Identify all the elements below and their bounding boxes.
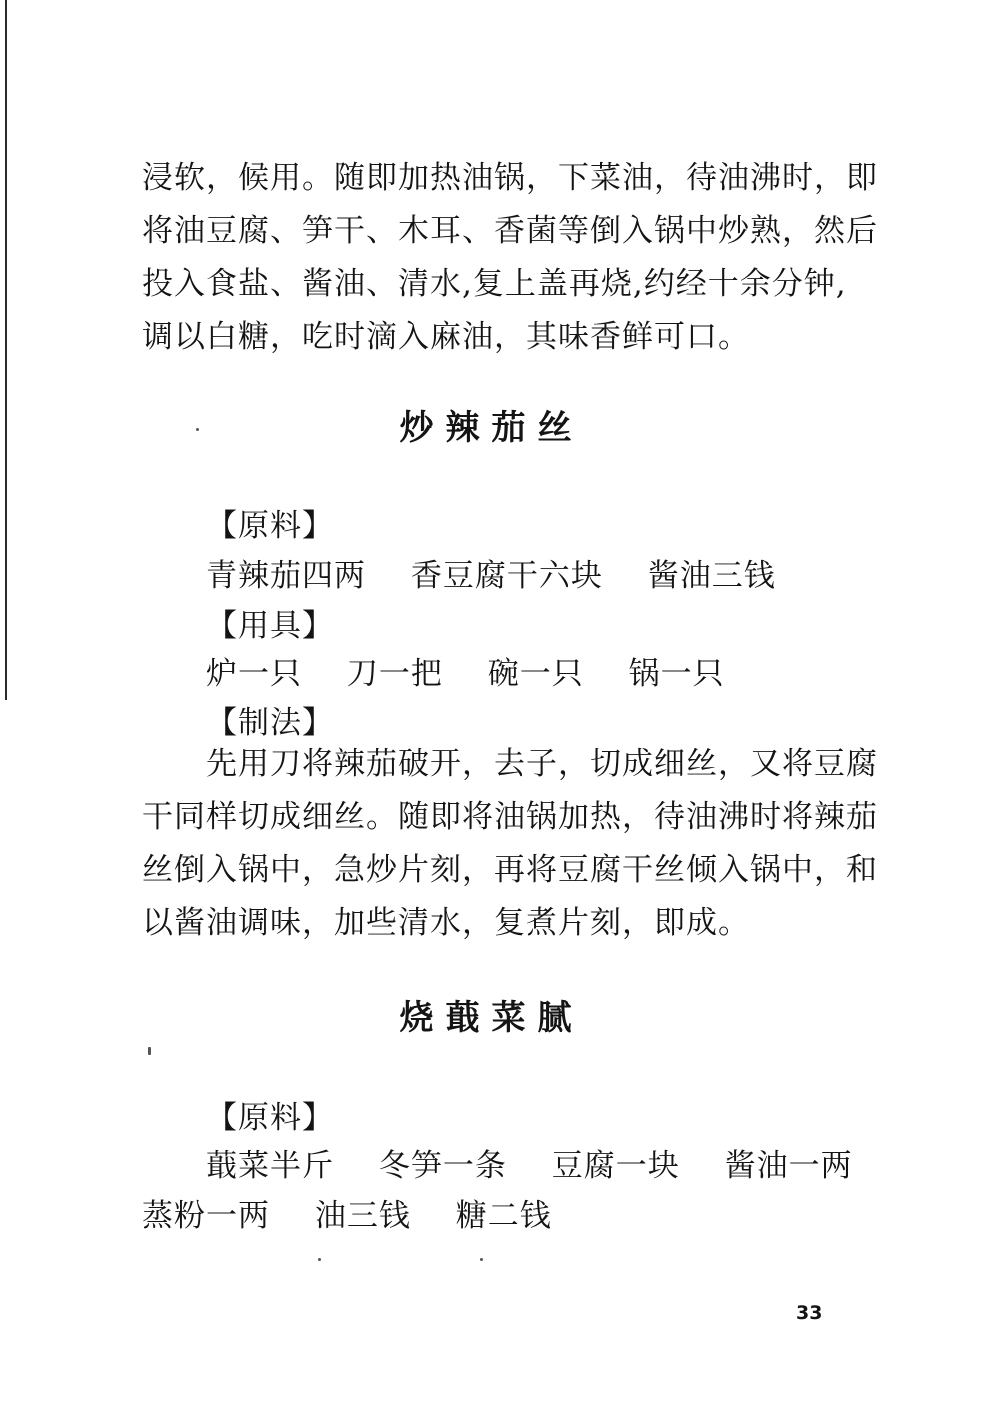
scan-speck — [480, 1258, 483, 1261]
tool-item: 炉一只 — [206, 656, 302, 692]
tool-item: 刀一把 — [346, 656, 443, 692]
ingredient-item: 豆腐一块 — [551, 1148, 680, 1184]
recipe1-method-label: 【制法】 — [206, 705, 334, 741]
recipe1-title: 炒辣茄丝 — [399, 408, 584, 448]
recipe2-ingredients-line1 — [206, 1140, 853, 1185]
intro-line: 投入食盐、酱油、清水,复上盖再烧,约经十余分钟, — [142, 266, 847, 302]
recipe1-method — [142, 738, 882, 950]
ingredient-item: 糖二钱 — [455, 1198, 552, 1234]
page-number: 33 — [796, 1302, 823, 1324]
intro-line: 将油豆腐、笋干、木耳、香菌等倒入锅中炒熟，然后 — [142, 213, 878, 249]
tool-item: 锅一只 — [628, 656, 725, 692]
method-line: 丝倒入锅中，急炒片刻，再将豆腐干丝倾入锅中，和 — [142, 852, 878, 888]
ingredient-item: 冬笋一条 — [378, 1148, 507, 1184]
ingredient-item: 蒸粉一两 — [142, 1198, 270, 1234]
intro-line: 调以白糖，吃时滴入麻油，其味香鲜可口。 — [142, 319, 750, 355]
scan-speck — [318, 1258, 321, 1261]
method-line: 干同样切成细丝。随即将油锅加热，待油沸时将辣茄 — [142, 799, 878, 835]
recipe1-tools-label: 【用具】 — [206, 608, 334, 644]
recipe2-title: 烧蕺菜腻 — [399, 998, 584, 1038]
ingredient-item: 蕺菜半斤 — [206, 1148, 334, 1184]
recipe1-ingredients-label: 【原料】 — [206, 508, 334, 544]
method-line: 以酱油调味，加些清水，复煮片刻，即成。 — [142, 905, 750, 941]
ingredient-item: 青辣茄四两 — [206, 558, 366, 594]
recipe1-tools — [206, 648, 725, 693]
scan-edge-line — [5, 0, 7, 700]
recipe2-ingredients-label: 【原料】 — [206, 1100, 334, 1136]
scan-speck — [148, 1047, 151, 1055]
ingredient-item: 酱油三钱 — [647, 558, 776, 594]
tool-item: 碗一只 — [487, 656, 584, 692]
method-line: 先用刀将辣茄破开，去子，切成细丝，又将豆腐 — [206, 746, 878, 782]
intro-line: 浸软，候用。随即加热油锅，下菜油，待油沸时，即 — [142, 160, 878, 196]
ingredient-item: 香豆腐干六块 — [410, 558, 603, 594]
ingredient-item: 酱油一两 — [724, 1148, 853, 1184]
ingredient-item: 油三钱 — [314, 1198, 411, 1234]
recipe2-ingredients-line2 — [142, 1190, 552, 1235]
intro-paragraph — [142, 152, 882, 364]
recipe1-ingredients — [206, 550, 776, 595]
scan-speck — [196, 428, 199, 431]
